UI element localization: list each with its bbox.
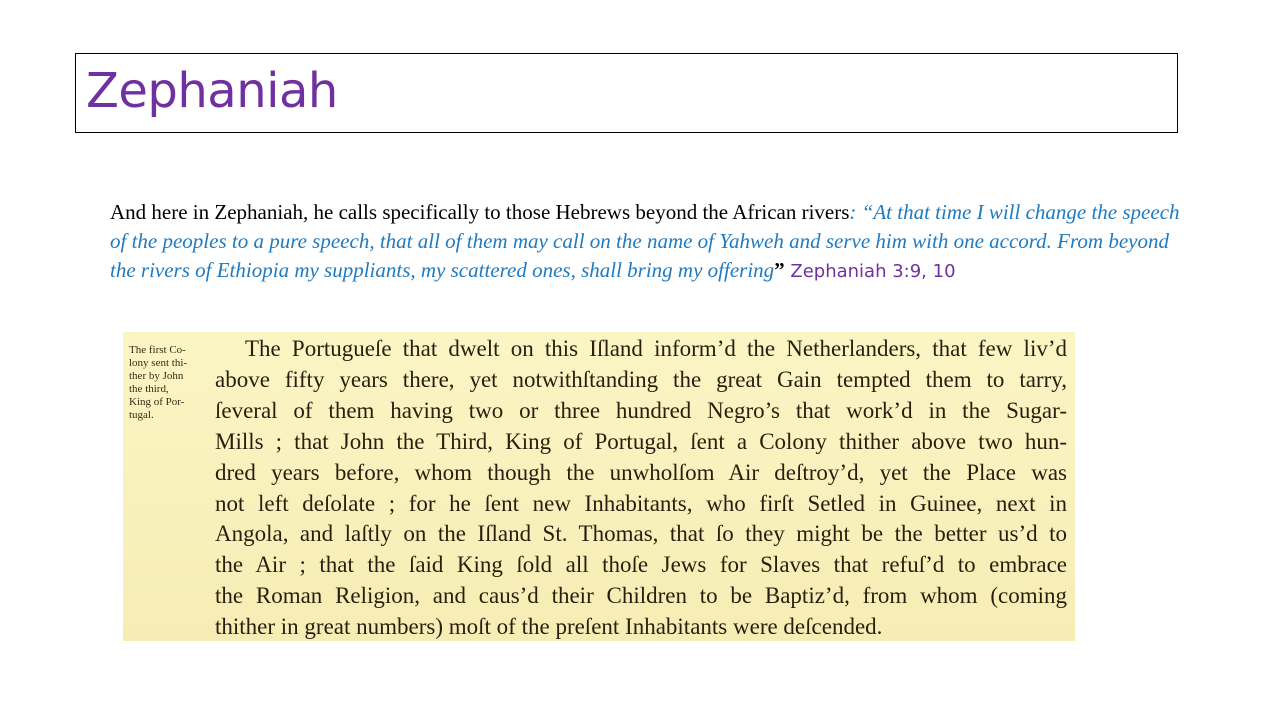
- scan-line: Mills ; that John the Third, King of Portugal, ſent a Colony thither above two hun-: [215, 428, 1067, 454]
- scan-line: ſeveral of them having two or three hundred Negro’s that work’d in the Sugar-: [215, 397, 1067, 423]
- scan-line: the Air ; that the ſaid King ſold all thoſe Jews for Slaves that refuſ’d to embrace: [215, 552, 1067, 578]
- scan-line: dred years before, whom though the unwholſom Air deſtroy’d, yet the Place was: [215, 459, 1067, 485]
- scan-line: above fifty years there, yet notwithſtanding the great Gain tempted them to tarry,: [215, 366, 1067, 392]
- historical-text-scan: [123, 332, 1075, 641]
- title-box: [75, 53, 1178, 133]
- intro-text: And here in Zephaniah, he calls specifically to those Hebrews beyond the African rivers: [110, 200, 850, 224]
- scan-line: the Roman Religion, and caus’d their Children to be Baptiz’d, from whom (coming: [215, 583, 1067, 609]
- scripture-reference: Zephaniah 3:9, 10: [784, 261, 956, 282]
- scan-line: Angola, and laſtly on the Iſland St. Thomas, that ſo they might be the better us’d to: [215, 521, 1067, 547]
- body-paragraph: [110, 198, 1180, 286]
- margin-note: The first Co- lony sent thi- ther by John the third, King of Por- tugal.: [129, 344, 188, 421]
- scan-line: not left deſolate ; for he ſent new Inhabitants, who firſt Setled in Guinee, next in: [215, 490, 1067, 516]
- scan-line: thither in great numbers) moſt of the preſent Inhabitants were deſcended.: [215, 614, 883, 640]
- scan-text-block: [215, 334, 1067, 641]
- slide-title: Zephaniah: [86, 63, 338, 119]
- scripture-quote: : “At that time I will change the speech of the peoples to a pure speech, that all of them may call on the name of Yahweh and serve him with one accord. From beyond the rivers of Ethiopia my suppliants, my scattered ones, shall bring my offering: [110, 200, 1180, 282]
- scan-line: The Portugueſe that dwelt on this Iſland inform’d the Netherlanders, that few liv’d: [245, 336, 1067, 361]
- closing-quote-mark: ”: [774, 258, 785, 282]
